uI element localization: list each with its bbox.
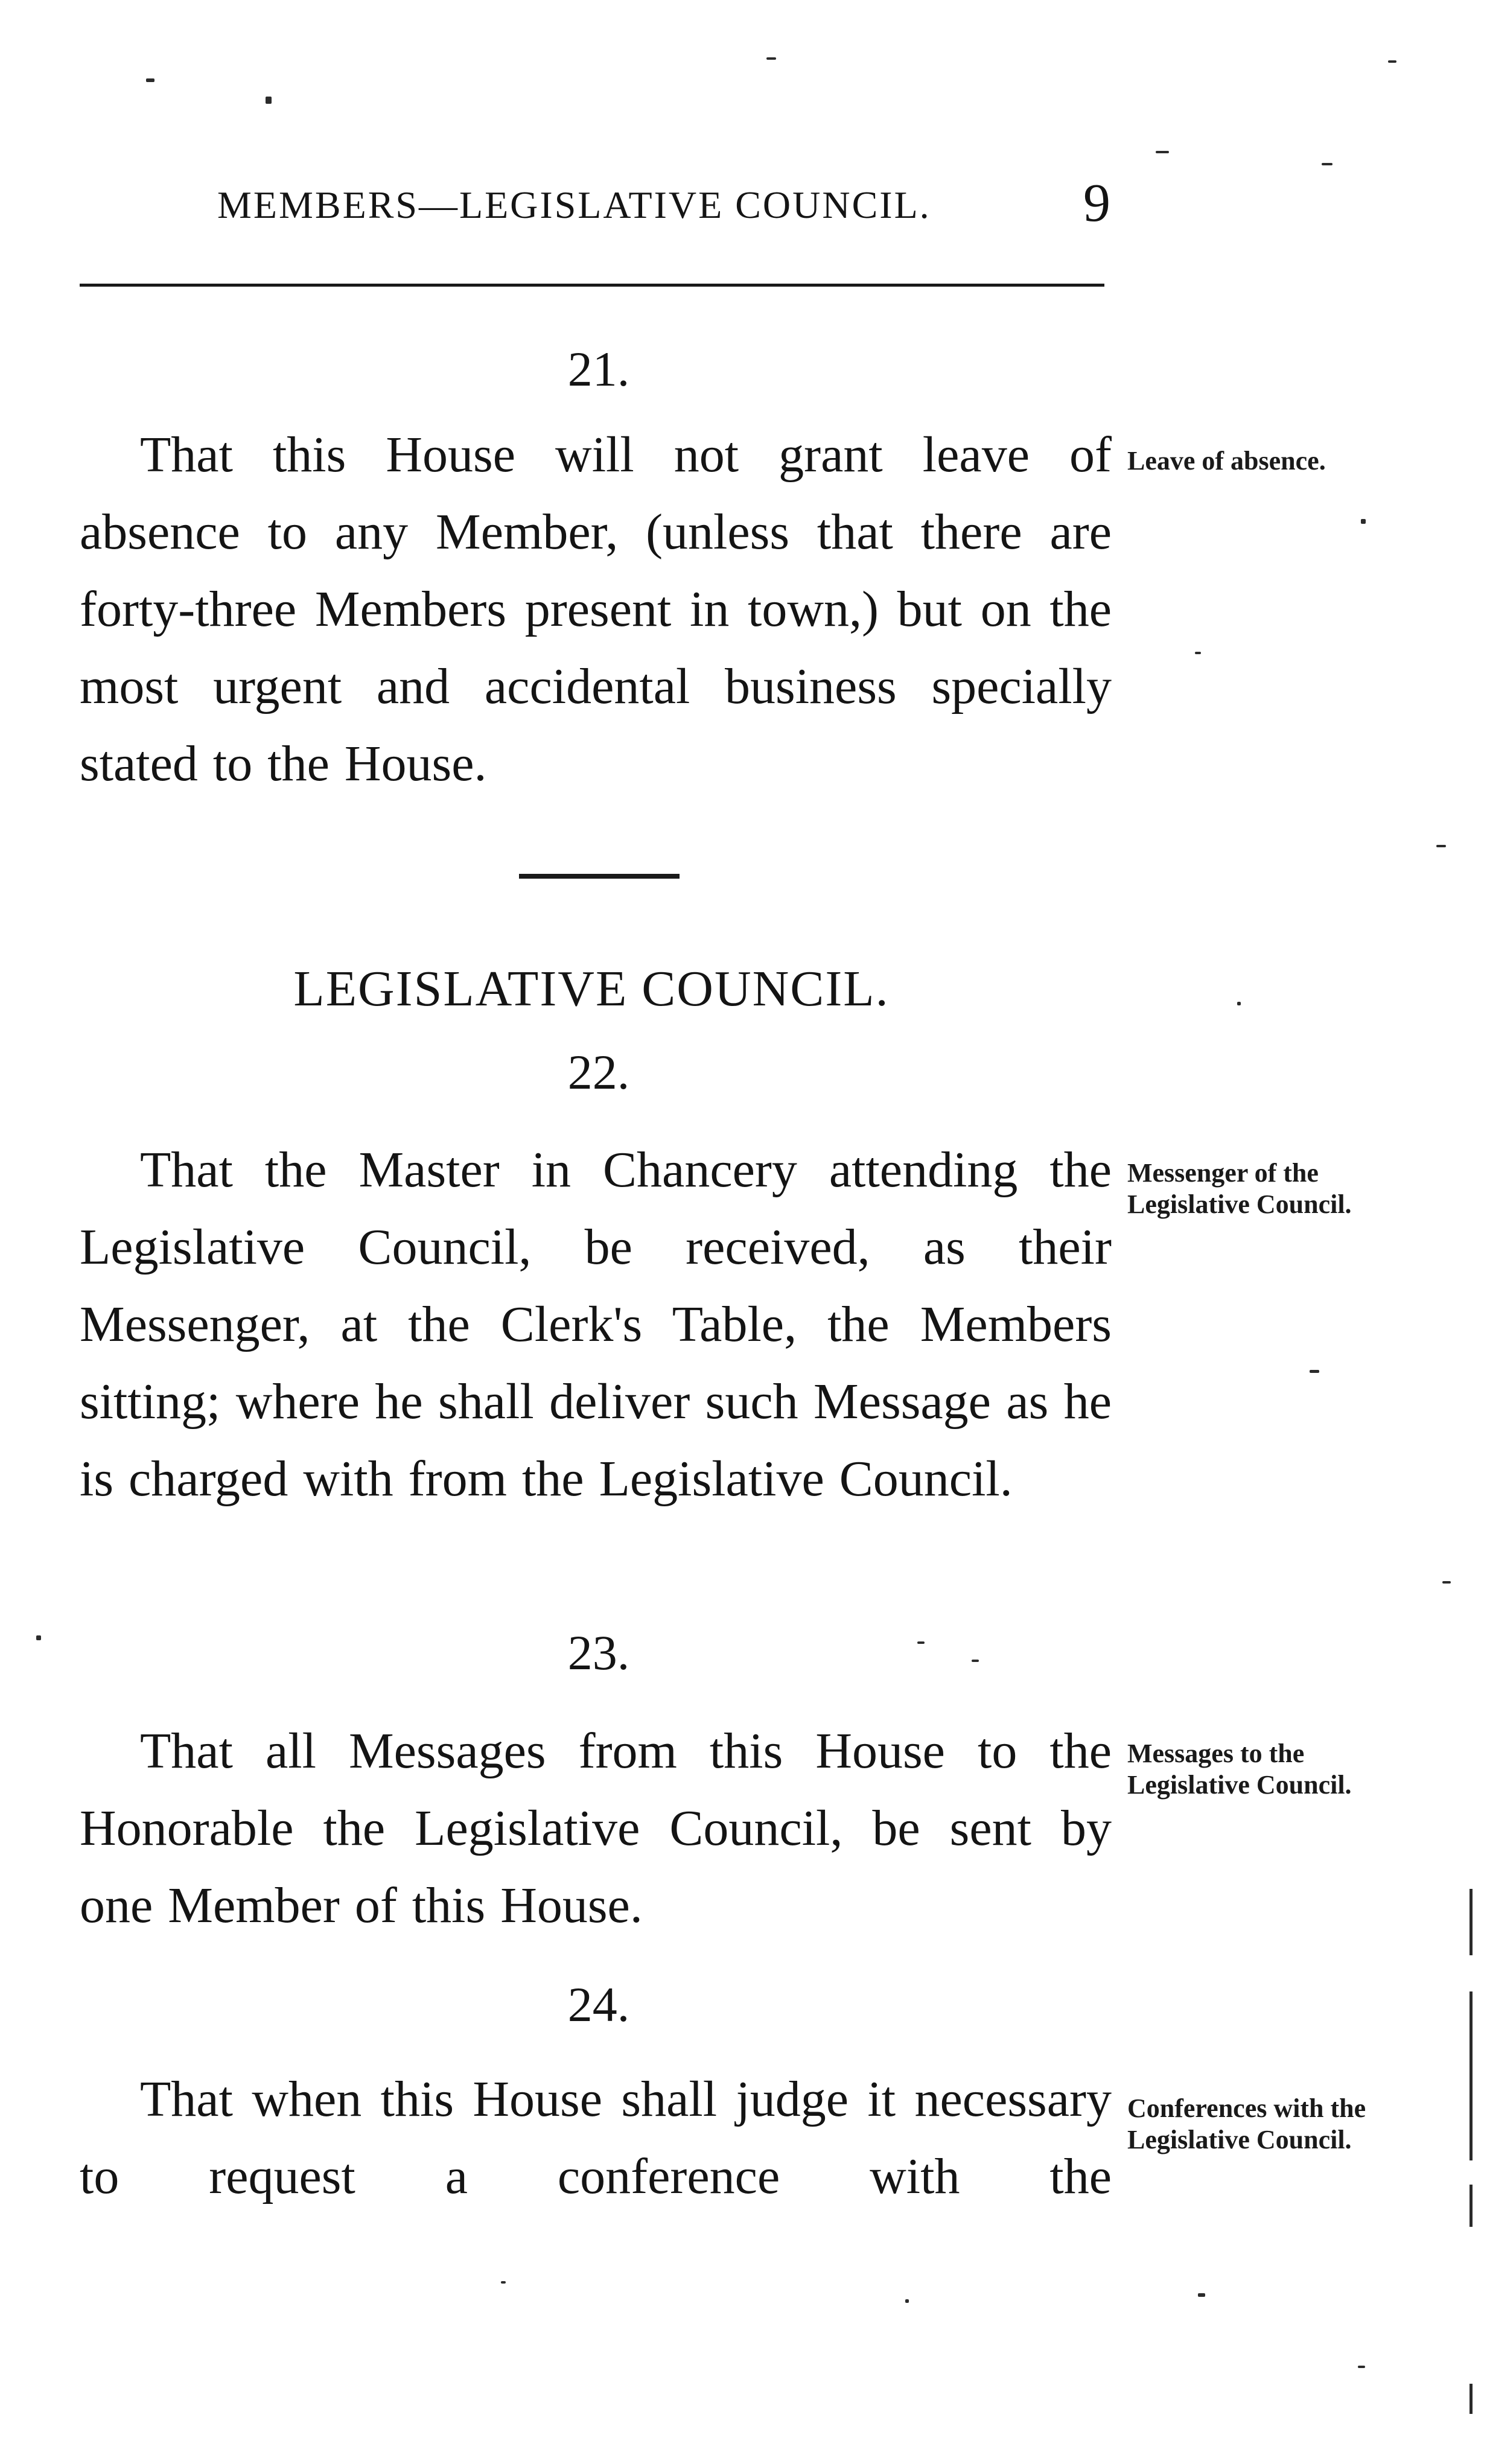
scan-speck — [1388, 60, 1396, 63]
scan-speck — [972, 1660, 979, 1662]
scan-edge-mark — [1469, 1889, 1473, 1955]
scan-speck — [1436, 845, 1446, 847]
scan-speck — [917, 1641, 925, 1644]
rule-number-23: 23. — [567, 1625, 630, 1680]
rule-number-22: 22. — [567, 1045, 630, 1100]
scan-speck — [766, 57, 776, 60]
rule-text-23: That all Messages from this House to the Honorable the Legislative Council, be sent by one Member of this House. — [80, 1723, 1112, 1934]
marginal-note-23: Messages to the Legislative Council. — [1127, 1739, 1352, 1800]
rule-text-21: That this House will not grant leave of absence to any Member, (unless that there are forty-three Members present in town,) but on the most urgent and accidental business specially stated to the House. — [80, 427, 1112, 792]
scan-speck — [1237, 1002, 1241, 1005]
rule-text-24: That when this House shall judge it necessary to request a conference with the — [80, 2071, 1112, 2205]
rule-number-24: 24. — [567, 1977, 630, 2032]
scan-speck — [1322, 163, 1333, 165]
marginal-note-21: Leave of absence. — [1127, 446, 1326, 476]
scan-speck — [266, 97, 272, 104]
scan-speck — [1156, 151, 1169, 153]
header-rule — [80, 284, 1104, 287]
scan-speck — [905, 2299, 909, 2303]
scan-edge-mark — [1469, 1991, 1473, 2160]
scan-edge-mark — [1469, 2384, 1473, 2414]
section-heading: LEGISLATIVE COUNCIL. — [293, 961, 890, 1017]
scan-speck — [1198, 2293, 1205, 2297]
marginal-note-22: Messenger of the Legislative Council. — [1127, 1158, 1352, 1219]
scan-speck — [1442, 1581, 1451, 1584]
scan-speck — [1195, 652, 1201, 654]
section-divider — [519, 874, 680, 879]
rule-number-21: 21. — [567, 342, 630, 396]
scan-edge-mark — [1469, 2185, 1473, 2227]
scan-speck — [501, 2281, 506, 2284]
scan-speck — [146, 78, 154, 82]
running-title: MEMBERS—LEGISLATIVE COUNCIL. — [217, 183, 931, 226]
scan-speck — [36, 1635, 41, 1640]
scan-speck — [1358, 2366, 1365, 2368]
marginal-note-24: Conferences with the Legislative Council. — [1127, 2093, 1366, 2154]
page-number: 9 — [1083, 173, 1110, 233]
rule-text-22: That the Master in Chancery attending the Legislative Council, be received, as their Messenger, at the Clerk's Table, the Members sitting; where he shall deliver such Message as he is charged with from the Legislative Council. — [80, 1142, 1112, 1507]
scan-speck — [1361, 519, 1366, 524]
running-head — [217, 172, 1110, 238]
scan-speck — [1310, 1370, 1319, 1373]
